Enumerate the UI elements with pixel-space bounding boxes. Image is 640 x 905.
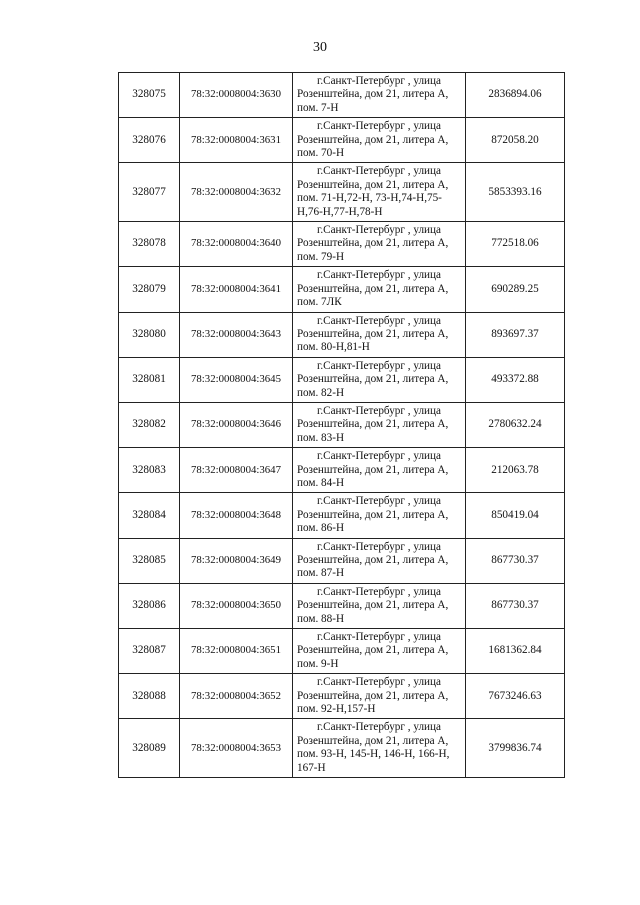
- address-city-street: г.Санкт-Петербург , улица: [317, 120, 441, 133]
- address-details: Розенштейна, дом 21, литера А, пом. 82-Н: [297, 373, 449, 399]
- address-cell: [293, 448, 466, 493]
- address-details: Розенштейна, дом 21, литера А, пом. 88-Н: [297, 599, 449, 625]
- address-city-street: г.Санкт-Петербург , улица: [317, 224, 441, 237]
- address-cell: [293, 312, 466, 357]
- cadastral-value-cell: 7673246.63: [466, 674, 565, 719]
- row-number-cell: 328082: [119, 402, 180, 447]
- cadastral-number-cell: 78:32:0008004:3653: [180, 719, 293, 778]
- table-row: [119, 629, 565, 674]
- address-cell: [293, 493, 466, 538]
- table-row: [119, 538, 565, 583]
- address-details: Розенштейна, дом 21, литера А, пом. 7-Н: [297, 88, 449, 114]
- cadastral-number-cell: 78:32:0008004:3647: [180, 448, 293, 493]
- address-details: Розенштейна, дом 21, литера А, пом. 84-Н: [297, 463, 449, 489]
- row-number-cell: 328087: [119, 629, 180, 674]
- row-number-cell: 328089: [119, 719, 180, 778]
- table-row: [119, 674, 565, 719]
- property-registry-table: [118, 72, 565, 778]
- row-number-cell: 328086: [119, 583, 180, 628]
- cadastral-number-cell: 78:32:0008004:3641: [180, 267, 293, 312]
- cadastral-number-cell: 78:32:0008004:3631: [180, 118, 293, 163]
- address-details: Розенштейна, дом 21, литера А, пом. 70-Н: [297, 133, 449, 160]
- address-city-street: г.Санкт-Петербург , улица: [317, 75, 441, 87]
- cadastral-value-cell: 2780632.24: [466, 402, 565, 447]
- address-cell: [293, 222, 466, 267]
- row-number-cell: 328084: [119, 493, 180, 538]
- row-number-cell: 328079: [119, 267, 180, 312]
- table-row: [119, 163, 565, 222]
- address-city-street: г.Санкт-Петербург , улица: [317, 314, 441, 327]
- address-city-street: г.Санкт-Петербург , улица: [317, 359, 441, 372]
- cadastral-number-cell: 78:32:0008004:3645: [180, 357, 293, 402]
- address-details: Розенштейна, дом 21, литера А, пом. 83-Н: [297, 418, 449, 444]
- table-row: [119, 357, 565, 402]
- cadastral-value-cell: 1681362.84: [466, 629, 565, 674]
- address-details: Розенштейна, дом 21, литера А, пом. 7ЛК: [297, 282, 449, 309]
- cadastral-number-cell: 78:32:0008004:3632: [180, 163, 293, 222]
- cadastral-number-cell: 78:32:0008004:3649: [180, 538, 293, 583]
- row-number-cell: 328081: [119, 357, 180, 402]
- address-cell: [293, 267, 466, 312]
- row-number-cell: 328075: [119, 73, 180, 118]
- cadastral-value-cell: 872058.20: [466, 118, 565, 163]
- address-cell: [293, 163, 466, 222]
- table-row: [119, 448, 565, 493]
- address-city-street: г.Санкт-Петербург , улица: [317, 450, 441, 463]
- row-number-cell: 328088: [119, 674, 180, 719]
- address-city-street: г.Санкт-Петербург , улица: [317, 269, 441, 282]
- registry-table-body: [119, 73, 565, 778]
- cadastral-value-cell: 772518.06: [466, 222, 565, 267]
- cadastral-value-cell: 850419.04: [466, 493, 565, 538]
- address-details: Розенштейна, дом 21, литера А, пом. 86-Н: [297, 508, 449, 535]
- address-details: Розенштейна, дом 21, литера А, пом. 79-Н: [297, 237, 449, 263]
- cadastral-number-cell: 78:32:0008004:3640: [180, 222, 293, 267]
- cadastral-value-cell: 212063.78: [466, 448, 565, 493]
- address-cell: [293, 402, 466, 447]
- cadastral-number-cell: 78:32:0008004:3651: [180, 629, 293, 674]
- address-details: Розенштейна, дом 21, литера А, пом. 93-Н, 145-Н, 146-Н, 166-Н, 167-Н: [297, 734, 450, 774]
- address-cell: [293, 538, 466, 583]
- cadastral-value-cell: 690289.25: [466, 267, 565, 312]
- address-details: Розенштейна, дом 21, литера А, пом. 71-Н,72-Н, 73-Н,74-Н,75-Н,76-Н,77-Н,78-Н: [297, 178, 449, 218]
- table-row: [119, 222, 565, 267]
- row-number-cell: 328080: [119, 312, 180, 357]
- address-city-street: г.Санкт-Петербург , улица: [317, 676, 441, 689]
- address-cell: [293, 118, 466, 163]
- address-city-street: г.Санкт-Петербург , улица: [317, 631, 441, 644]
- row-number-cell: 328083: [119, 448, 180, 493]
- table-row: [119, 267, 565, 312]
- cadastral-value-cell: 893697.37: [466, 312, 565, 357]
- address-details: Розенштейна, дом 21, литера А, пом. 87-Н: [297, 554, 449, 580]
- address-cell: [293, 583, 466, 628]
- address-city-street: г.Санкт-Петербург , улица: [317, 721, 441, 734]
- address-cell: [293, 629, 466, 674]
- cadastral-number-cell: 78:32:0008004:3650: [180, 583, 293, 628]
- address-city-street: г.Санкт-Петербург , улица: [317, 540, 441, 553]
- address-cell: [293, 73, 466, 118]
- address-city-street: г.Санкт-Петербург , улица: [317, 585, 441, 598]
- row-number-cell: 328078: [119, 222, 180, 267]
- page-number: 30: [313, 40, 327, 55]
- cadastral-number-cell: 78:32:0008004:3643: [180, 312, 293, 357]
- row-number-cell: 328076: [119, 118, 180, 163]
- cadastral-value-cell: 493372.88: [466, 357, 565, 402]
- row-number-cell: 328077: [119, 163, 180, 222]
- cadastral-value-cell: 867730.37: [466, 538, 565, 583]
- table-row: [119, 493, 565, 538]
- address-city-street: г.Санкт-Петербург , улица: [317, 404, 441, 417]
- cadastral-value-cell: 2836894.06: [466, 73, 565, 118]
- cadastral-number-cell: 78:32:0008004:3646: [180, 402, 293, 447]
- table-row: [119, 402, 565, 447]
- address-city-street: г.Санкт-Петербург , улица: [317, 165, 441, 178]
- address-details: Розенштейна, дом 21, литера А, пом. 92-Н,157-Н: [297, 689, 449, 716]
- address-cell: [293, 719, 466, 778]
- row-number-cell: 328085: [119, 538, 180, 583]
- cadastral-value-cell: 867730.37: [466, 583, 565, 628]
- cadastral-number-cell: 78:32:0008004:3648: [180, 493, 293, 538]
- address-details: Розенштейна, дом 21, литера А, пом. 9-Н: [297, 644, 449, 670]
- cadastral-value-cell: 5853393.16: [466, 163, 565, 222]
- address-city-street: г.Санкт-Петербург , улица: [317, 495, 441, 508]
- cadastral-number-cell: 78:32:0008004:3652: [180, 674, 293, 719]
- address-details: Розенштейна, дом 21, литера А, пом. 80-Н,81-Н: [297, 327, 449, 354]
- address-cell: [293, 357, 466, 402]
- table-row: [119, 118, 565, 163]
- table-row: [119, 719, 565, 778]
- cadastral-value-cell: 3799836.74: [466, 719, 565, 778]
- cadastral-number-cell: 78:32:0008004:3630: [180, 73, 293, 118]
- table-row: [119, 312, 565, 357]
- table-row: [119, 583, 565, 628]
- table-row: [119, 73, 565, 118]
- address-cell: [293, 674, 466, 719]
